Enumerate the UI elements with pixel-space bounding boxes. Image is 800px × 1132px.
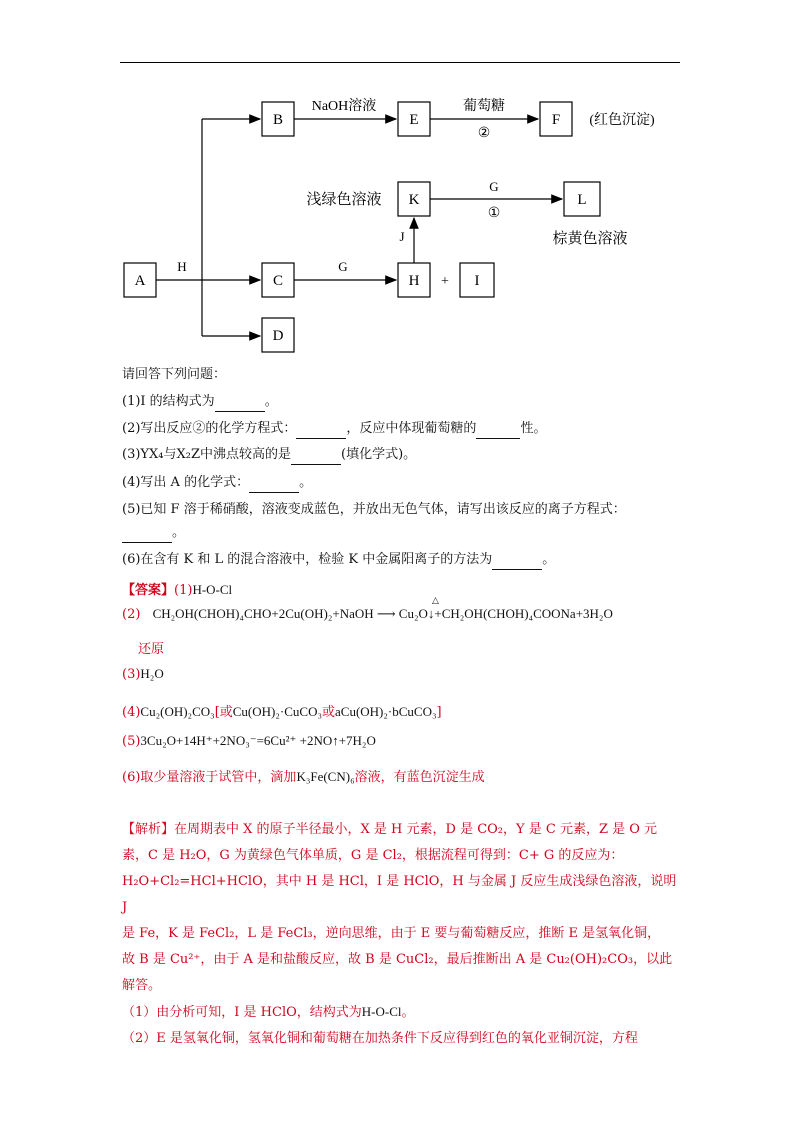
question-intro: 请回答下列问题： [122, 367, 227, 382]
analysis-7-post: 。 [401, 1005, 415, 1020]
q4-text: (4)写出 A 的化学式： [122, 475, 250, 490]
heat-symbol: △ [432, 596, 439, 606]
answer-5 [122, 733, 376, 749]
answer-3 [122, 666, 164, 682]
q2-text: (2)写出反应②的化学方程式： [122, 421, 297, 436]
analysis-line-1: 【解析】在周期表中 X 的原子半径最小，X 是 H 元素，D 是 CO₂，Y 是 C 元素，Z 是 O 元 [122, 822, 658, 837]
label-j: J [399, 229, 405, 244]
box-h-label: H [408, 273, 420, 289]
label-glucose: 葡萄糖 [463, 99, 505, 114]
q6-text: (6)在含有 K 和 L 的混合溶液中，检验 K 中金属阳离子的方法为 [122, 552, 493, 567]
question-4 [122, 474, 312, 493]
q3-and: 与 [163, 447, 177, 462]
question-5-cont [122, 524, 185, 543]
a4-formula-1: Cu₂(OH)₂CO₃ [140, 704, 215, 719]
q4-end: 。 [299, 475, 313, 490]
question-2 [122, 420, 546, 439]
question-5: (5)已知 F 溶于稀硝酸，溶液变成蓝色，并放出无色气体，请写出该反应的离子方程式： [122, 502, 626, 517]
answer-4 [122, 701, 442, 720]
box-a-label: A [134, 273, 146, 289]
answer-tag: 【答案】 [122, 583, 175, 598]
q1-text: (1)I 的结构式为 [122, 394, 215, 409]
box-e-label: E [409, 112, 419, 128]
q3-num: (3) [122, 447, 141, 462]
a6-num: (6) [122, 770, 141, 785]
a4-num: (4) [122, 705, 141, 720]
q2-mid: ，反应中体现葡萄糖的 [346, 421, 477, 436]
question-3 [122, 446, 416, 465]
box-l-label: L [577, 192, 587, 208]
q4-blank [249, 474, 299, 493]
box-k-label: K [408, 192, 420, 208]
a6-formula: K₃Fe(CN)₆ [296, 769, 355, 784]
a2-num: (2) [122, 607, 141, 622]
box-c-label: C [272, 273, 284, 289]
a6-pre: 取少量溶液于试管中，滴加 [140, 770, 297, 785]
a4-open: [或 [214, 705, 233, 720]
a4-close: ] [436, 705, 442, 720]
a4-formula-3: aCu(OH)₂·bCuCO₃ [335, 704, 437, 719]
analysis-7-formula: H-O-Cl [361, 1004, 402, 1019]
analysis-line-5: 故 B 是 Cu²⁺，由于 A 是和盐酸反应，故 B 是 CuCl₂，最后推断出 A 是 Cu₂(OH)₂CO₃，以此 [122, 952, 673, 967]
box-i-label: I [474, 273, 480, 289]
q3-x2z: X₂Z [176, 447, 200, 462]
q6-blank [492, 551, 542, 570]
q5-end: 。 [172, 525, 186, 540]
label-g-mid: G [338, 259, 348, 274]
a3-formula: H₂O [140, 666, 164, 681]
a1-num: (1) [174, 583, 193, 598]
a5-num: (5) [122, 734, 141, 749]
label-g-top: G [489, 179, 499, 194]
label-red-ppt: (红色沉淀) [589, 113, 655, 128]
analysis-line-2: 素，C 是 H₂O，G 为黄绿色气体单质，G 是 Cl₂，根据流程可得到：C+ G 的反应为： [122, 848, 624, 863]
q2-blank-1 [296, 420, 346, 439]
a2-equation: CH₂OH(CHOH)₄CHO+2Cu(OH)₂+NaOH ⟶ Cu₂O↓+CH₂OH(CHOH)₄COONa+3H₂O [152, 606, 613, 621]
q3-blank [291, 446, 341, 465]
q2-blank-2 [476, 420, 520, 439]
analysis-line-3: H₂O+Cl₂=HCl+HClO，其中 H 是 HCl，I 是 HClO，H 与金属 J 反应生成浅绿色溶液，说明 J [122, 874, 677, 915]
q2-end: 性。 [520, 421, 547, 436]
q5-blank [122, 524, 172, 543]
label-h-arrow: H [177, 259, 187, 274]
analysis-line-6: 解答。 [122, 978, 162, 993]
a2-word: 还原 [138, 642, 165, 657]
analysis-7-pre: （1）由分析可知，I 是 HClO，结构式为 [122, 1005, 362, 1020]
label-circle1: ① [487, 206, 501, 221]
answer-2-word [122, 638, 164, 657]
box-b-label: B [272, 112, 284, 128]
analysis-line-7 [122, 999, 682, 1026]
q1-end: 。 [264, 394, 278, 409]
q6-end: 。 [542, 552, 556, 567]
label-plus: + [441, 274, 449, 289]
a1-formula: H-O-Cl [192, 582, 233, 597]
a6-post: 溶液，有蓝色沉淀生成 [354, 770, 485, 785]
q1-blank [215, 393, 265, 412]
label-light-green: 浅绿色溶液 [306, 192, 382, 208]
analysis-line-8: （2）E 是氢氧化铜，氢氧化铜和葡萄糖在加热条件下反应得到红色的氧化亚铜沉淀，方程 [122, 1031, 638, 1046]
a4-formula-2: Cu(OH)₂·CuCO₃ [232, 704, 322, 719]
q3-yx4: YX₄ [140, 447, 164, 462]
q3-mid: 中沸点较高的是 [200, 447, 292, 462]
a4-or: 或 [322, 705, 336, 720]
a3-num: (3) [122, 667, 141, 682]
question-6 [122, 551, 555, 570]
label-circle2: ② [477, 126, 491, 141]
reaction-flow-diagram [0, 0, 800, 370]
answer-6 [122, 766, 485, 785]
box-d-label: D [272, 328, 284, 344]
question-1 [122, 393, 278, 412]
analysis-line-4: 是 Fe，K 是 FeCl₂，L 是 FeCl₃，逆向思维，由于 E 要与葡萄糖反应，推断 E 是氢氧化铜， [122, 926, 661, 941]
a5-equation: 3Cu₂O+14H⁺+2NO₃⁻=6Cu²⁺ +2NO↑+7H₂O [140, 733, 376, 748]
label-brown-yellow: 棕黄色溶液 [552, 231, 628, 247]
answer-1 [122, 579, 232, 598]
analysis-block [122, 817, 682, 1052]
label-naoh: NaOH溶液 [311, 99, 377, 114]
q3-end: (填化学式)。 [341, 447, 417, 462]
answer-2 [122, 596, 613, 622]
box-f-label: F [551, 112, 561, 128]
